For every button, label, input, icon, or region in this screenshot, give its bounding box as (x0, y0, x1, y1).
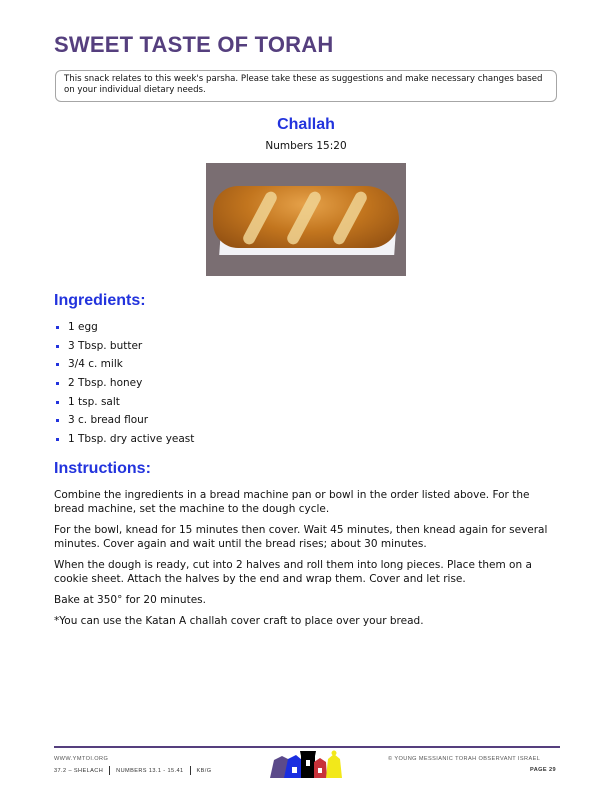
page-number: PAGE 29 (530, 767, 557, 773)
list-item (54, 374, 194, 393)
instructions-heading: Instructions: (54, 460, 151, 477)
instruction-paragraph: When the dough is ready, cut into 2 halves and roll them into long pieces. Place them on a cookie sheet. Attach the halves by the end and wrap them. Cover and let rise. (54, 559, 532, 585)
instruction-paragraph: Combine the ingredients in a bread machine pan or bowl in the order listed above. For the bread machine, set the machine to the dough cycle. (54, 489, 530, 515)
instruction-paragraph: For the bowl, knead for 15 minutes then cover. Wait 45 minutes, then knead again for several minutes. Cover again and wait until the bread rises; about 30 minutes. (54, 524, 548, 550)
footer-divider (54, 746, 560, 748)
footer-parsha: 37.2 – SHELACH (54, 767, 104, 774)
bullet-icon (56, 382, 59, 385)
instruction-paragraph: Bake at 350° for 20 minutes. (54, 594, 206, 606)
ymtoi-logo-icon (268, 750, 348, 780)
challah-photo (206, 163, 406, 276)
note-text: This snack relates to this week's parsha. Please take these as suggestions and make necessary changes based on your individual dietary needs. (64, 74, 543, 95)
list-item (54, 430, 194, 449)
footer-portion: NUMBERS 13.1 - 15.41 (116, 767, 184, 774)
bullet-icon (56, 401, 59, 404)
bullet-icon (56, 419, 59, 422)
footer-level: KB/G (196, 767, 212, 774)
separator (190, 766, 191, 775)
ingredient-text: 1 Tbsp. dry active yeast (68, 433, 195, 446)
ingredients-list (54, 318, 194, 449)
footer-website[interactable]: WWW.YMTOI.ORG (54, 756, 109, 762)
separator (109, 766, 110, 775)
page-title: SWEET TASTE OF TORAH (54, 32, 334, 57)
note-box (55, 70, 557, 102)
bullet-icon (56, 363, 59, 366)
ingredient-text: 2 Tbsp. honey (68, 377, 143, 390)
list-item (54, 337, 194, 356)
list-item (54, 393, 194, 412)
ingredient-text: 3/4 c. milk (68, 358, 123, 371)
list-item (54, 411, 194, 430)
list-item (54, 355, 194, 374)
ingredient-text: 3 c. bread flour (68, 414, 149, 427)
ingredient-text: 3 Tbsp. butter (68, 339, 143, 352)
ingredient-text: 1 tsp. salt (68, 395, 120, 408)
footer-lesson-info (54, 766, 212, 775)
ingredient-text: 1 egg (68, 321, 98, 333)
bullet-icon (56, 345, 59, 348)
instruction-paragraph: *You can use the Katan A challah cover craft to place over your bread. (54, 615, 424, 627)
ingredients-heading: Ingredients: (54, 292, 146, 309)
bullet-icon (56, 438, 59, 441)
recipe-reference: Numbers 15:20 (265, 140, 347, 152)
list-item (54, 318, 194, 337)
bullet-icon (56, 326, 59, 329)
instructions-body (54, 488, 559, 635)
footer-copyright: © YOUNG MESSIANIC TORAH OBSERVANT ISRAEL (388, 756, 541, 762)
recipe-title: Challah (277, 116, 335, 133)
